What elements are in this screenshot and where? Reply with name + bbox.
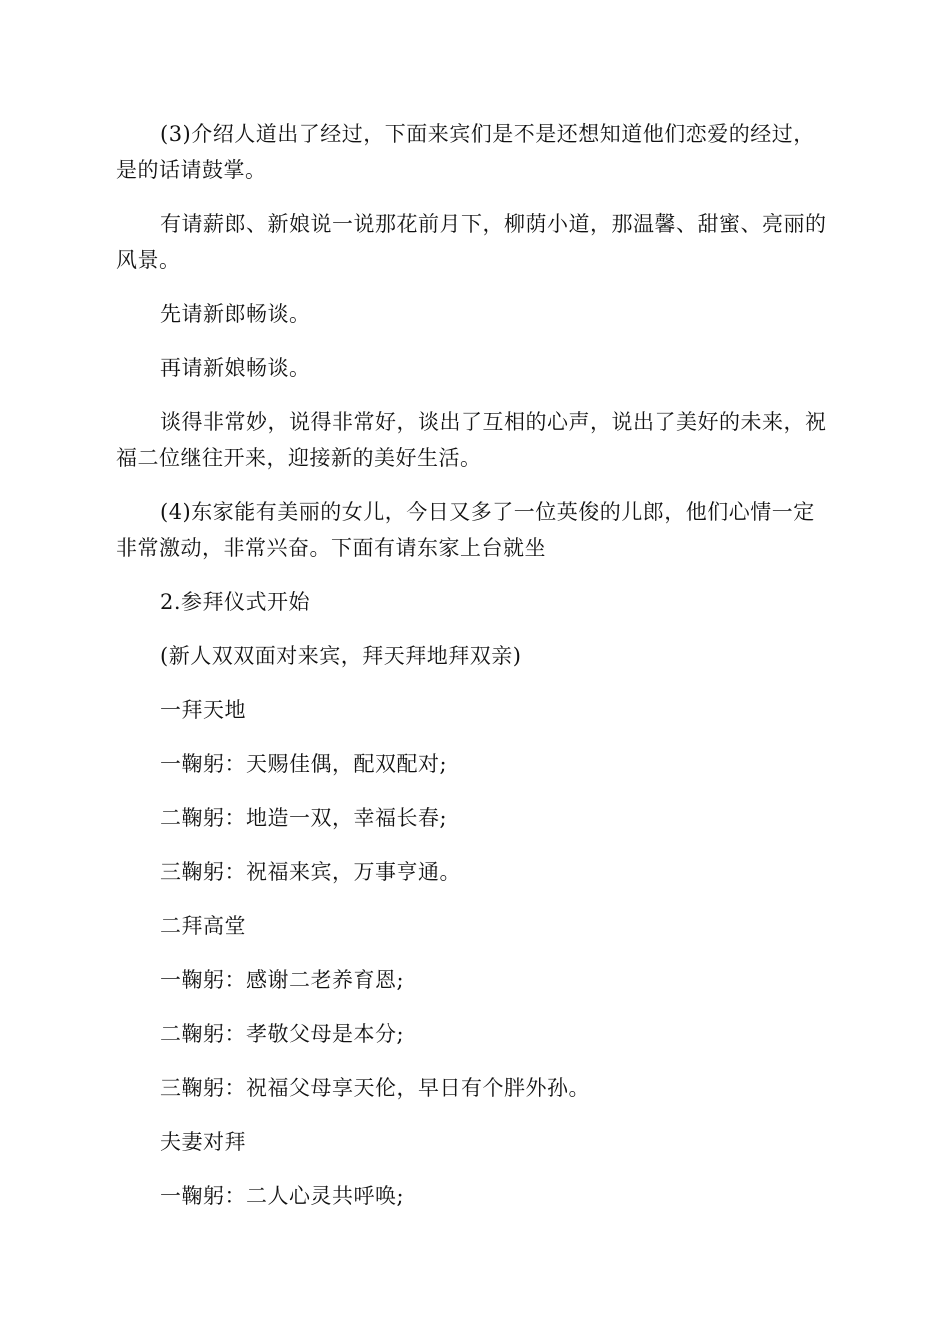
paragraph-groom-talk: 先请新郎畅谈。: [160, 302, 311, 326]
section-heading-ceremony: 2.参拜仪式开始: [160, 590, 311, 614]
bow-line: 三鞠躬：祝福父母享天伦，早日有个胖外孙。: [160, 1076, 590, 1100]
paragraph-bride-talk: 再请新娘畅谈。: [160, 356, 311, 380]
bow-line: 三鞠躬：祝福来宾，万事亨通。: [160, 860, 461, 884]
document-body: [116, 116, 836, 1232]
bow-line: 一鞠躬：二人心灵共呼唤;: [160, 1184, 405, 1208]
subheading-heaven-earth: 一拜天地: [160, 698, 246, 722]
paragraph-host-family: (4)东家能有美丽的女儿，今日又多了一位英俊的儿郎，他们心情一定非常激动，非常兴奋。下面有请东家上台就坐: [116, 500, 815, 560]
paragraph-blessing: 谈得非常妙，说得非常好，谈出了互相的心声，说出了美好的未来，祝福二位继往开来，迎接新的美好生活。: [116, 410, 827, 470]
paragraph-ceremony-note: (新人双双面对来宾，拜天拜地拜双亲): [160, 644, 522, 668]
paragraph-intro-story: (3)介绍人道出了经过，下面来宾们是不是还想知道他们恋爱的经过，是的话请鼓掌。: [116, 122, 815, 182]
bow-line: 二鞠躬：孝敬父母是本分;: [160, 1022, 405, 1046]
subheading-couple-bow: 夫妻对拜: [160, 1130, 246, 1154]
bow-line: 二鞠躬：地造一双，幸福长春;: [160, 806, 448, 830]
bow-line: 一鞠躬：感谢二老养育恩;: [160, 968, 405, 992]
subheading-parents: 二拜高堂: [160, 914, 246, 938]
paragraph-invite-couple: 有请薪郎、新娘说一说那花前月下，柳荫小道，那温馨、甜蜜、亮丽的风景。: [116, 212, 827, 272]
bow-line: 一鞠躬：天赐佳偶，配双配对;: [160, 752, 448, 776]
